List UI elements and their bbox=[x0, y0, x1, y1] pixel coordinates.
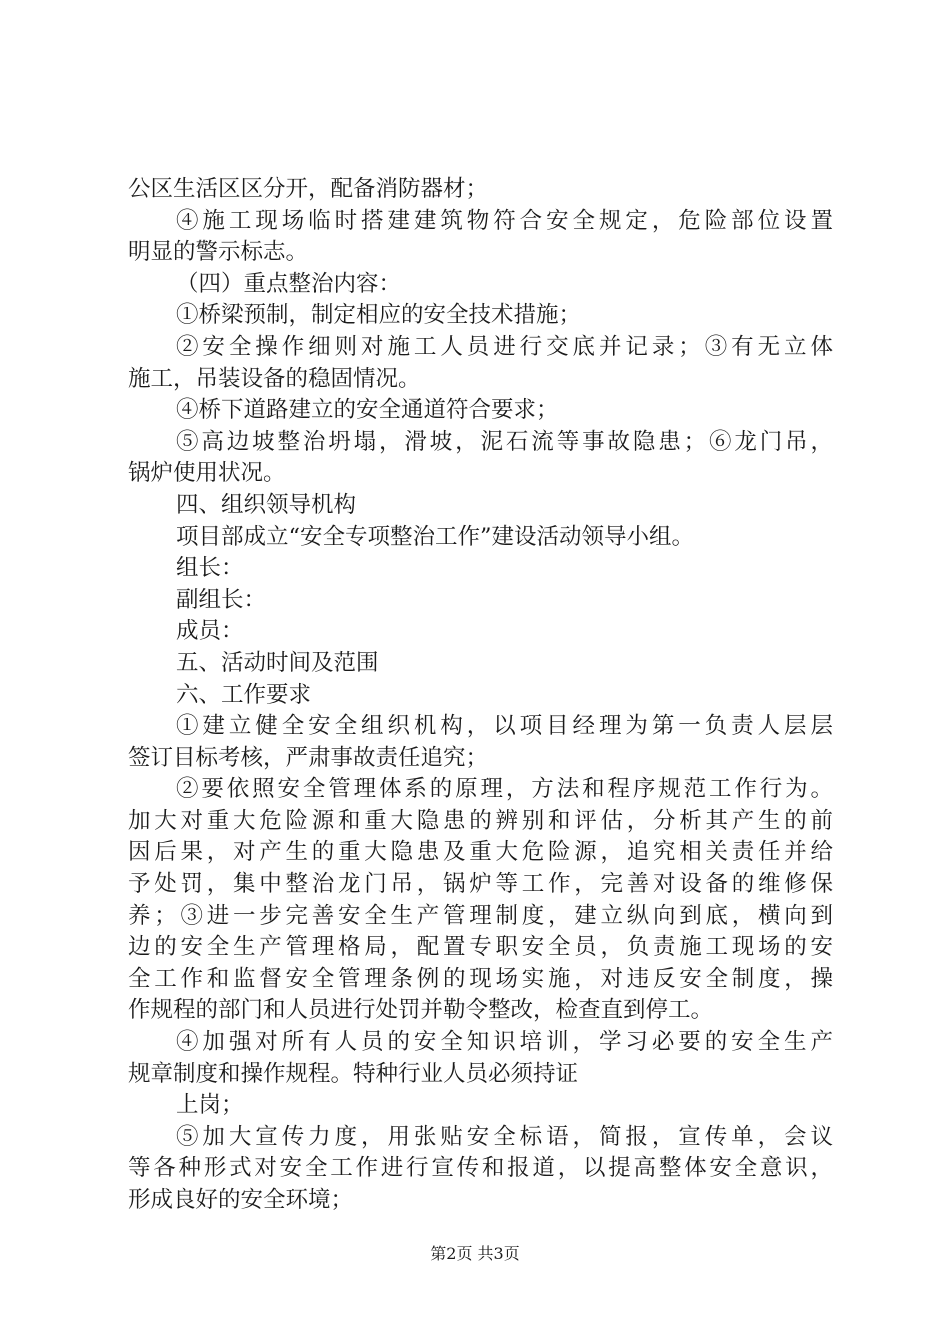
text-line: ⑤加大宣传力度，用张贴安全标语，简报，宣传单，会议 bbox=[176, 1123, 833, 1150]
text-line: 组长： bbox=[176, 555, 244, 582]
text-line: 予处罚，集中整治龙门吊，锅炉等工作，完善对设备的维修保 bbox=[128, 871, 833, 898]
text-line: 作规程的部门和人员进行处罚并勒令整改，检查直到停工。 bbox=[128, 997, 714, 1024]
text-line: 形成良好的安全环境； bbox=[128, 1187, 354, 1213]
document-body bbox=[128, 174, 833, 1217]
text-line: 锅炉使用状况。 bbox=[128, 460, 286, 487]
text-line: 公区生活区区分开，配备消防器材； bbox=[128, 176, 489, 202]
text-line: 上岗； bbox=[176, 1092, 244, 1119]
text-line: ④桥下道路建立的安全通道符合要求； bbox=[176, 397, 559, 424]
text-line: ①桥梁预制，制定相应的安全技术措施； bbox=[176, 302, 582, 329]
page-footer: 第2页 共3页 bbox=[430, 1244, 520, 1263]
text-line: ④施工现场临时搭建建筑物符合安全规定，危险部位设置 bbox=[176, 207, 833, 234]
text-line: 边的安全生产管理格局，配置专职安全员，负责施工现场的安 bbox=[128, 934, 833, 961]
text-line: 明显的警示标志。 bbox=[128, 239, 309, 266]
text-line: 等各种形式对安全工作进行宣传和报道，以提高整体安全意识， bbox=[128, 1155, 833, 1182]
text-line: 六、工作要求 bbox=[176, 681, 312, 708]
text-line: 养；③进一步完善安全生产管理制度，建立纵向到底，横向到 bbox=[128, 902, 833, 929]
text-line: 副组长： bbox=[176, 586, 267, 613]
text-line: 签订目标考核，严肃事故责任追究； bbox=[128, 744, 489, 771]
text-line: ①建立健全安全组织机构，以项目经理为第一负责人层层 bbox=[176, 713, 833, 740]
text-line: 因后果，对产生的重大隐患及重大危险源，追究相关责任并给 bbox=[128, 839, 833, 866]
text-line: ⑤高边坡整治坍塌，滑坡，泥石流等事故隐患；⑥龙门吊， bbox=[176, 428, 833, 455]
text-line: 施工，吊装设备的稳固情况。 bbox=[128, 365, 421, 392]
text-line: 加大对重大危险源和重大隐患的辨别和评估，分析其产生的前 bbox=[128, 807, 833, 834]
text-line: 全工作和监督安全管理条例的现场实施，对违反安全制度，操 bbox=[128, 965, 833, 992]
text-line: 五、活动时间及范围 bbox=[176, 649, 379, 676]
text-line: 项目部成立“安全专项整治工作”建设活动领导小组。 bbox=[176, 523, 695, 550]
text-line: ②安全操作细则对施工人员进行交底并记录；③有无立体 bbox=[176, 333, 833, 360]
text-line: （四）重点整治内容： bbox=[176, 270, 402, 297]
text-line: ④加强对所有人员的安全知识培训，学习必要的安全生产 bbox=[176, 1029, 833, 1056]
text-line: 四、组织领导机构 bbox=[176, 491, 357, 518]
text-line: 成员： bbox=[176, 618, 244, 645]
text-line: 规章制度和操作规程。特种行业人员必须持证 bbox=[128, 1060, 579, 1087]
text-line: ②要依照安全管理体系的原理，方法和程序规范工作行为。 bbox=[176, 776, 833, 803]
